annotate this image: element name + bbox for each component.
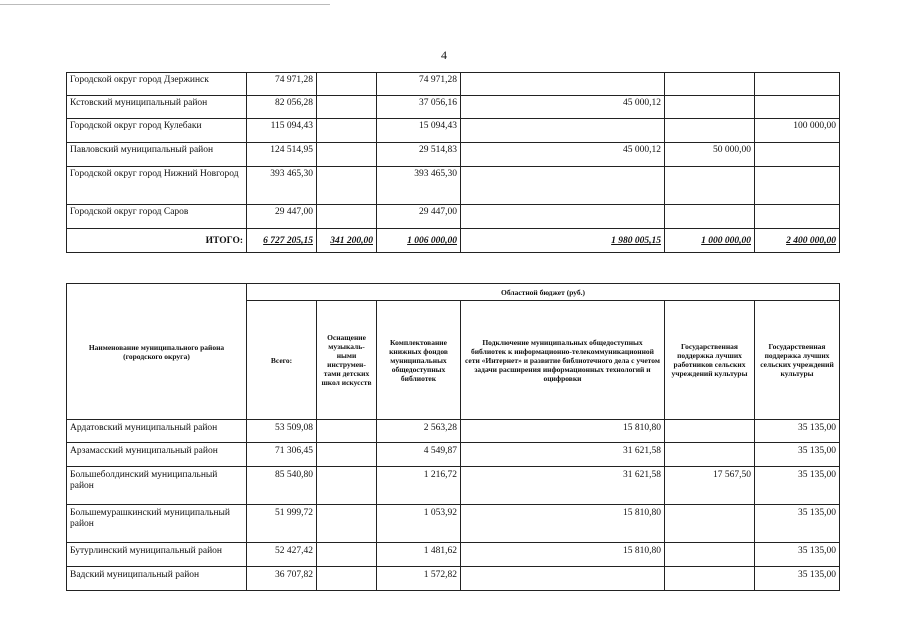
amount-cell: 2 563,28: [377, 420, 461, 443]
district-name-cell: Городской округ город Саров: [67, 205, 247, 229]
amount-cell: 35 135,00: [755, 443, 840, 467]
table-row: [67, 167, 840, 205]
amount-cell: 15 810,80: [461, 543, 665, 567]
district-name-cell: Павловский муниципальный район: [67, 143, 247, 167]
amount-cell: 35 135,00: [755, 467, 840, 505]
amount-cell: [665, 73, 755, 96]
amount-cell: [665, 205, 755, 229]
amount-cell: [755, 73, 840, 96]
amount-cell: [317, 505, 377, 543]
total-amount-cell: 1 980 005,15: [461, 229, 665, 253]
header-best-workers-support: Государственная поддержка лучших работников сельских учреждений культуры: [665, 301, 755, 420]
amount-cell: 50 000,00: [665, 143, 755, 167]
header-best-institutions-support: Государственная поддержка лучших сельских учреждений культуры: [755, 301, 840, 420]
amount-cell: 29 514,83: [377, 143, 461, 167]
header-total: Всего:: [247, 301, 317, 420]
amount-cell: [317, 167, 377, 205]
amount-cell: 31 621,58: [461, 467, 665, 505]
amount-cell: 1 572,82: [377, 567, 461, 591]
total-amount-cell: 1 000 000,00: [665, 229, 755, 253]
budget-table-top: [66, 72, 840, 253]
amount-cell: [317, 96, 377, 119]
table-row: [67, 143, 840, 167]
amount-cell: [461, 119, 665, 143]
table-row: [67, 205, 840, 229]
amount-cell: 15 810,80: [461, 505, 665, 543]
amount-cell: 74 971,28: [377, 73, 461, 96]
amount-cell: 45 000,12: [461, 143, 665, 167]
total-amount-cell: 1 006 000,00: [377, 229, 461, 253]
amount-cell: [317, 543, 377, 567]
district-name-cell: Городской округ город Дзержинск: [67, 73, 247, 96]
amount-cell: [317, 73, 377, 96]
amount-cell: 15 094,43: [377, 119, 461, 143]
amount-cell: [317, 443, 377, 467]
table-row: [67, 119, 840, 143]
amount-cell: 1 216,72: [377, 467, 461, 505]
amount-cell: 53 509,08: [247, 420, 317, 443]
total-amount-cell: 2 400 000,00: [755, 229, 840, 253]
header-regional-budget: Областной бюджет (руб.): [247, 284, 840, 301]
amount-cell: 37 056,16: [377, 96, 461, 119]
total-amount-cell: 6 727 205,15: [247, 229, 317, 253]
budget-table-bottom: [66, 283, 840, 591]
scan-artifact-line: [0, 4, 330, 5]
district-name-cell: Вадский муниципальный район: [67, 567, 247, 591]
district-name-cell: Ардатовский муниципальный район: [67, 420, 247, 443]
amount-cell: [317, 119, 377, 143]
district-name-cell: Городской округ город Кулебаки: [67, 119, 247, 143]
total-amount-cell: 341 200,00: [317, 229, 377, 253]
amount-cell: [665, 443, 755, 467]
header-district-name: Наименование муниципального района (городского округа): [67, 284, 247, 420]
amount-cell: 52 427,42: [247, 543, 317, 567]
amount-cell: 45 000,12: [461, 96, 665, 119]
page-number: 4: [441, 48, 447, 62]
total-label: ИТОГО:: [67, 229, 247, 253]
amount-cell: [665, 167, 755, 205]
amount-cell: 82 056,28: [247, 96, 317, 119]
amount-cell: [317, 143, 377, 167]
amount-cell: 35 135,00: [755, 543, 840, 567]
table-row: [67, 96, 840, 119]
amount-cell: [461, 567, 665, 591]
header-music-instruments: Оснащение музыкаль-ными инструмен-тами детских школ искусств: [317, 301, 377, 420]
amount-cell: [755, 167, 840, 205]
amount-cell: [665, 567, 755, 591]
amount-cell: 35 135,00: [755, 420, 840, 443]
header-internet-connection: Подключение муниципальных общедоступных библиотек к информационно-телекоммуникационной сети «Интернет» и развитие библиотечного дела с учетом задачи расширения информационных технологий и оцифровки: [461, 301, 665, 420]
table-row: [67, 543, 840, 567]
amount-cell: 4 549,87: [377, 443, 461, 467]
amount-cell: [461, 73, 665, 96]
total-row: [67, 229, 840, 253]
amount-cell: 29 447,00: [377, 205, 461, 229]
amount-cell: 31 621,58: [461, 443, 665, 467]
amount-cell: [461, 167, 665, 205]
amount-cell: [755, 96, 840, 119]
amount-cell: 51 999,72: [247, 505, 317, 543]
amount-cell: 393 465,30: [377, 167, 461, 205]
amount-cell: [665, 543, 755, 567]
amount-cell: [665, 96, 755, 119]
amount-cell: 71 306,45: [247, 443, 317, 467]
district-name-cell: Арзамасский муниципальный район: [67, 443, 247, 467]
district-name-cell: Городской округ город Нижний Новгород: [67, 167, 247, 205]
amount-cell: [665, 505, 755, 543]
amount-cell: [461, 205, 665, 229]
amount-cell: [755, 143, 840, 167]
amount-cell: 393 465,30: [247, 167, 317, 205]
amount-cell: [665, 420, 755, 443]
table-row: [67, 443, 840, 467]
table-row: [67, 467, 840, 505]
table-row: [67, 505, 840, 543]
amount-cell: 124 514,95: [247, 143, 317, 167]
amount-cell: 15 810,80: [461, 420, 665, 443]
table-row: [67, 73, 840, 96]
amount-cell: [755, 205, 840, 229]
amount-cell: 17 567,50: [665, 467, 755, 505]
amount-cell: 1 053,92: [377, 505, 461, 543]
amount-cell: [665, 119, 755, 143]
district-name-cell: Кстовский муниципальный район: [67, 96, 247, 119]
amount-cell: 35 135,00: [755, 505, 840, 543]
district-name-cell: Большемурашкинский муниципальный район: [67, 505, 247, 543]
amount-cell: 100 000,00: [755, 119, 840, 143]
amount-cell: 1 481,62: [377, 543, 461, 567]
table-row: [67, 420, 840, 443]
amount-cell: 36 707,82: [247, 567, 317, 591]
amount-cell: 85 540,80: [247, 467, 317, 505]
district-name-cell: Большеболдинский муниципальный район: [67, 467, 247, 505]
district-name-cell: Бутурлинский муниципальный район: [67, 543, 247, 567]
amount-cell: 74 971,28: [247, 73, 317, 96]
amount-cell: [317, 467, 377, 505]
amount-cell: [317, 420, 377, 443]
table-row: [67, 567, 840, 591]
amount-cell: 35 135,00: [755, 567, 840, 591]
amount-cell: [317, 205, 377, 229]
amount-cell: 29 447,00: [247, 205, 317, 229]
amount-cell: 115 094,43: [247, 119, 317, 143]
header-book-funds: Комплектование книжных фондов муниципальных общедоступных библиотек: [377, 301, 461, 420]
amount-cell: [317, 567, 377, 591]
